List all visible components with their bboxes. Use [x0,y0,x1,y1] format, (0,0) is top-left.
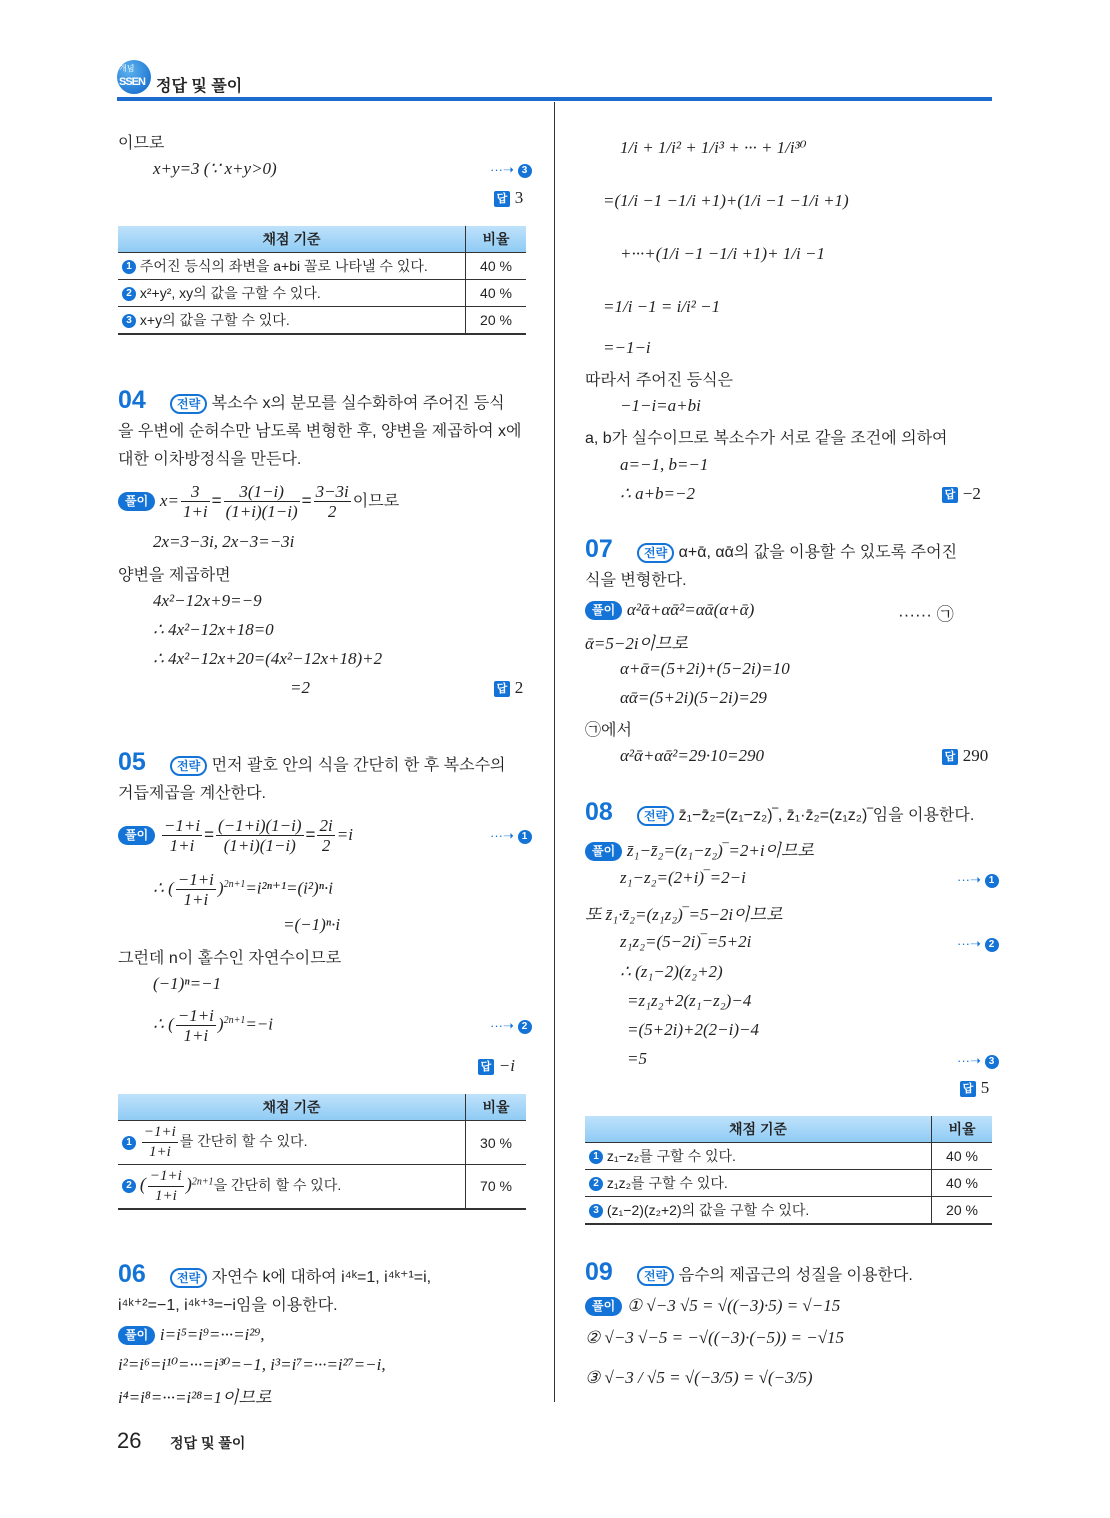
step-marker-3: ···➝ 3 [957,1053,999,1069]
solution-08-line6: =z₁z₂+2(z₁−z₂)−4 [627,991,752,1010]
solution-05-line1: 풀이 $\frac{-1+i}{1+i}$ = $\frac{(-1+i)(1-i)}{(1+i)(1-i)}$ = $\frac{2i}{2}$ =i [118,816,353,855]
strategy-05-line2: 거듭제곱을 계산한다. [118,785,266,802]
answer-icon: 답 [942,749,958,765]
step-circle: 2 [589,1177,603,1191]
answer-value: 2 [514,678,524,697]
fraction [216,816,304,855]
strategy-tag: 전략 [637,1266,674,1286]
step-circle: 2 [518,1020,532,1034]
denominator: 1+i [183,890,209,909]
step-circle: 1 [122,1136,136,1150]
answer-08 [960,1078,989,1098]
numerator: −1+i [148,1167,184,1187]
solution-tag: 풀이 [118,1326,155,1345]
strategy-tag: 전략 [637,543,674,563]
solution-05-line2: ∴ ( $\frac{-1+i}{1+i}$ )$^{2n+1}$=i²ⁿ⁺¹=(i²)ⁿ·i [153,870,333,909]
answer-value: 3 [514,188,524,207]
answer-value: 290 [962,746,989,765]
exponent: 2n+1 [223,878,246,890]
solution-04-line4: 4x²−12x+9=−9 [153,591,262,610]
p06-cont-line9: a=−1, b=−1 [620,455,709,474]
column-divider [554,102,555,1402]
solution-09-line1 [585,1296,840,1316]
step-circle: 1 [518,830,532,844]
page-number: 26 [117,1428,142,1453]
solution-04-line5: ∴ 4x²−12x+18=0 [153,620,274,639]
solution-07-line2: ᾱ=5−2i이므로 [585,634,688,653]
strategy-09 [637,1262,913,1286]
solution-05-line3: =(−1)ⁿ·i [283,915,341,934]
solution-08-line1 [585,836,814,861]
step-circle: 3 [518,164,532,178]
strategy-text: 자연수 k에 대하여 i⁴ᵏ=1, i⁴ᵏ⁺¹=i, [211,1269,432,1286]
numerator: 2i [319,816,333,835]
math: ∴ ( [153,878,174,898]
intro-text: 이므로 [118,135,165,152]
answer-value: −2 [962,484,981,503]
denominator: (1+i)(1−i) [223,836,296,855]
ratio-cell: 20 % [466,307,527,335]
solution-05-line5: (−1)ⁿ=−1 [153,974,222,993]
math: z̄₁−z̄₂=(z₁−z₂)‾=2+i이므로 [626,841,814,860]
xy-equation: x+y=3 (∵ x+y>0) [153,159,277,178]
fraction [176,870,216,909]
table-row [118,280,526,307]
table-header-ratio: 비율 [466,1094,527,1121]
solution-05-line6: ∴ ( $\frac{-1+i}{1+i}$ )$^{2n+1}$=−i [153,1006,273,1045]
strategy-tag: 전략 [170,1268,207,1288]
step-circle: 2 [122,287,136,301]
numerator: −1+i [142,1123,178,1143]
table-row [585,1197,992,1225]
equation-label: ······ ㉠ [898,605,954,624]
solution-06-line3: i⁴=i⁸=···=i²⁸=1이므로 [118,1388,272,1407]
answer-06 [942,484,981,504]
step-circle: 2 [122,1179,136,1193]
answer-value: −i [498,1056,515,1075]
fraction [181,482,210,521]
solution-05-line4: 그런데 n이 홀수인 자연수이므로 [118,950,342,967]
numerator: −1+i [163,816,201,835]
ratio-cell: 40 % [466,280,527,307]
solution-07-line6: α²ᾱ+αᾱ²=29·10=290 [620,746,765,765]
step-marker-2: ···➝ 2 [957,936,999,952]
fraction [317,816,334,855]
solution-08-line2: z₁−z₂=(2+i)‾=2−i [620,868,746,887]
exponent: 2n+1 [223,1014,246,1026]
p06-cont-line10: ∴ a+b=−2 [620,484,695,503]
denominator: 1+i [148,1144,171,1160]
step-circle: 2 [985,938,999,952]
problem-number-06: 06 [118,1260,146,1288]
solution-tag: 풀이 [118,826,155,845]
p06-cont-line4: =1/i −1 = i/i² −1 [603,297,721,316]
problem-number-05: 05 [118,748,146,776]
strategy-08 [637,802,974,826]
solution-04-line3: 양변을 제곱하면 [118,567,231,584]
solution-07-line3: α+ᾱ=(5+2i)+(5−2i)=10 [620,659,790,678]
p06-cont-line1: 1/i + 1/i² + 1/i³ + ··· + 1/i³⁰ [620,138,807,157]
table-row [118,307,526,335]
solution-08-line5: ∴ (z₁−2)(z₂+2) [620,962,723,981]
arrow-icon: ···➝ [490,162,514,177]
p06-cont-line8: a, b가 실수이므로 복소수가 서로 같을 조건에 의하여 [585,430,948,447]
numerator: −1+i [177,870,214,889]
solution-tag: 풀이 [585,1297,622,1316]
denominator: 1+i [182,502,208,521]
denominator: 1+i [154,1187,177,1204]
solution-tag: 풀이 [118,492,155,511]
table-row [118,1121,526,1165]
strategy-07-line2: 식을 변형한다. [585,572,687,589]
ratio-cell: 40 % [932,1143,993,1170]
criteria-text: 를 간단히 할 수 있다. [179,1133,308,1150]
answer-05 [478,1056,515,1076]
solution-08-line3: 또 z̄₁·z̄₂=(z₁z₂)‾=5−2i이므로 [585,905,783,924]
answer-icon: 답 [960,1081,976,1097]
strategy-04-line3: 대한 이차방정식을 만든다. [118,451,302,468]
solution-07-line4: αᾱ=(5+2i)(5−2i)=29 [620,688,767,707]
math: α²ᾱ+αᾱ²=αᾱ(α+ᾱ) [626,600,755,619]
math: =−i [245,1014,273,1034]
strategy-text: α+ᾱ, αᾱ의 값을 이용할 수 있도록 주어진 [678,544,958,561]
p06-cont-line3: +···+(1/i −1 −1/i +1)+ 1/i −1 [620,244,825,263]
numerator: (−1+i)(1−i) [218,816,302,835]
answer-value: 5 [980,1078,990,1097]
header-rule [117,97,992,101]
footer-title: 정답 및 풀이 [170,1435,246,1451]
table-row [585,1143,992,1170]
fraction [148,1167,184,1206]
criteria-text: (z₁−2)(z₂+2)의 값을 구할 수 있다. [606,1202,810,1218]
header-title: 정답 및 풀이 [156,78,243,95]
math: i=i⁵=i⁹=···=i²⁹, [159,1325,265,1344]
criteria-text: 을 간단히 할 수 있다. [213,1176,342,1193]
solution-04-line2: 2x=3−3i, 2x−3=−3i [153,532,295,551]
criteria-text: z₁z₂를 구할 수 있다. [606,1175,728,1191]
solution-04-line1: 풀이 x= $\frac{3}{1+i}$ = $\frac{3(1-i)}{(1+i)(1-i)}$ = $\frac{3-3i}{2}$ 이므로 [118,482,399,521]
solution-09-line2: ② √−3 √−5 = −√((−3)·(−5)) = −√15 [585,1328,845,1347]
ratio-cell: 20 % [932,1197,993,1225]
ratio-cell: 40 % [466,253,527,280]
strategy-07-line1 [637,539,957,563]
math: x= [159,490,179,510]
answer-04 [494,678,523,698]
table-header-criteria: 채점 기준 [118,226,466,253]
strategy-text: 복소수 x의 분모를 실수화하여 주어진 등식 [211,395,505,412]
text: 이므로 [352,492,400,510]
criteria-text: z₁−z₂를 구할 수 있다. [606,1148,736,1164]
solution-07-line5: ㉠에서 [585,722,632,739]
solution-04-line6: ∴ 4x²−12x+20=(4x²−12x+18)+2 [153,649,383,668]
problem-number-07: 07 [585,535,613,563]
solution-08-line4: z₁z₂=(5−2i)‾=5+2i [620,932,752,951]
strategy-text: 먼저 괄호 안의 식을 간단히 한 후 복소수의 [211,757,506,774]
solution-06-line2: i²=i⁶=i¹⁰=···=i³⁰=−1, i³=i⁷=···=i²⁷=−i, [118,1355,386,1374]
step-circle: 1 [985,874,999,888]
answer-icon: 답 [478,1059,494,1075]
step-circle: 3 [985,1055,999,1069]
criteria-text: x+y의 값을 구할 수 있다. [139,312,290,328]
answer-03 [494,188,523,208]
step-circle: 1 [122,260,136,274]
grading-table-03 [118,226,526,335]
p06-cont-line6: 따라서 주어진 등식은 [585,372,733,389]
fraction [176,1006,216,1045]
table-row [585,1170,992,1197]
table-row [118,253,526,280]
numerator: 3−3i [315,482,349,501]
step-marker-3 [490,162,532,178]
solution-04-line7: =2 [290,678,310,697]
exponent: 2n+1 [191,1176,214,1188]
strategy-04-line1 [170,390,505,414]
ssen-logo [117,60,151,94]
solution-tag: 풀이 [585,842,622,861]
table-header-ratio: 비율 [466,226,527,253]
ratio-cell: 70 % [466,1165,527,1209]
denominator: 1+i [183,1026,209,1045]
step-circle: 1 [589,1150,603,1164]
numerator: 3(1−i) [224,482,300,502]
fraction [224,482,300,521]
p06-cont-line7: −1−i=a+bi [620,396,701,415]
strategy-text: 음수의 제곱근의 성질을 이용한다. [678,1267,913,1284]
problem-number-04: 04 [118,386,146,414]
criteria-text: x²+y², xy의 값을 구할 수 있다. [139,285,321,301]
strategy-05-line1 [170,752,506,776]
ratio-cell: 30 % [466,1121,527,1165]
strategy-04-line2: 을 우변에 순허수만 남도록 변형한 후, 양변을 제곱하여 x에 [118,423,522,440]
strategy-06-line2: i⁴ᵏ⁺²=−1, i⁴ᵏ⁺³=−i임을 이용한다. [118,1297,338,1314]
table-header-criteria: 채점 기준 [118,1094,466,1121]
grading-table-05 [118,1094,526,1210]
step-marker-1: ···➝ 1 [957,872,999,888]
criteria-text: 주어진 등식의 좌변을 a+bi 꼴로 나타낼 수 있다. [139,258,428,274]
math: =i [336,824,353,844]
fraction [314,482,351,521]
solution-09-line3: ③ √−3 / √5 = √(−3/5) = √(−3/5) [585,1368,813,1387]
table-header-ratio: 비율 [932,1116,993,1143]
solution-08-line7: =(5+2i)+2(2−i)−4 [627,1020,759,1039]
strategy-06-line1 [170,1264,431,1288]
step-circle: 3 [122,314,136,328]
logo-line1: 개념 [119,64,135,73]
denominator: 2 [321,836,331,855]
logo-line2: SSEN [119,76,145,88]
strategy-tag: 전략 [170,756,207,776]
step-circle: 3 [589,1204,603,1218]
denominator: 2 [327,502,337,521]
math: ① √−3 √5 = √((−3)·5) = √−15 [626,1296,841,1315]
solution-07-line1 [585,600,754,620]
answer-icon: 답 [494,191,510,207]
answer-icon: 답 [494,681,510,697]
table-header-criteria: 채점 기준 [585,1116,932,1143]
problem-number-08: 08 [585,798,613,826]
numerator: 3 [181,482,210,502]
p06-cont-line2: =(1/i −1 −1/i +1)+(1/i −1 −1/i +1) [603,191,849,210]
step-marker-2: ···➝ 2 [490,1018,532,1034]
strategy-text: z̄₁−z̄₂=(z₁−z₂)‾, z̄₁·z̄₂=(z₁z₂)‾임을 이용한다. [678,807,975,824]
numerator: −1+i [177,1006,214,1025]
p06-cont-line5: =−1−i [603,338,651,357]
denominator: 1+i [169,836,195,855]
math: =i²ⁿ⁺¹=(i²)ⁿ·i [245,878,333,898]
answer-icon: 답 [942,487,958,503]
ratio-cell: 40 % [932,1170,993,1197]
denominator: (1+i)(1−i) [225,502,298,521]
fraction [142,1123,178,1162]
table-row: 2 ( $\frac{-1+i}{1+i}$ )$^{2n+1}$을 간단히 할 수 있다. 70 % [118,1165,526,1209]
problem-number-09: 09 [585,1258,613,1286]
strategy-tag: 전략 [637,806,674,826]
solution-tag: 풀이 [585,601,622,620]
solution-06-line1 [118,1325,265,1345]
solution-08-line8: =5 [627,1049,647,1068]
fraction [162,816,202,855]
answer-07 [942,746,988,766]
grading-table-08 [585,1116,992,1225]
step-marker-1: ···➝ 1 [490,828,532,844]
strategy-tag: 전략 [170,394,207,414]
